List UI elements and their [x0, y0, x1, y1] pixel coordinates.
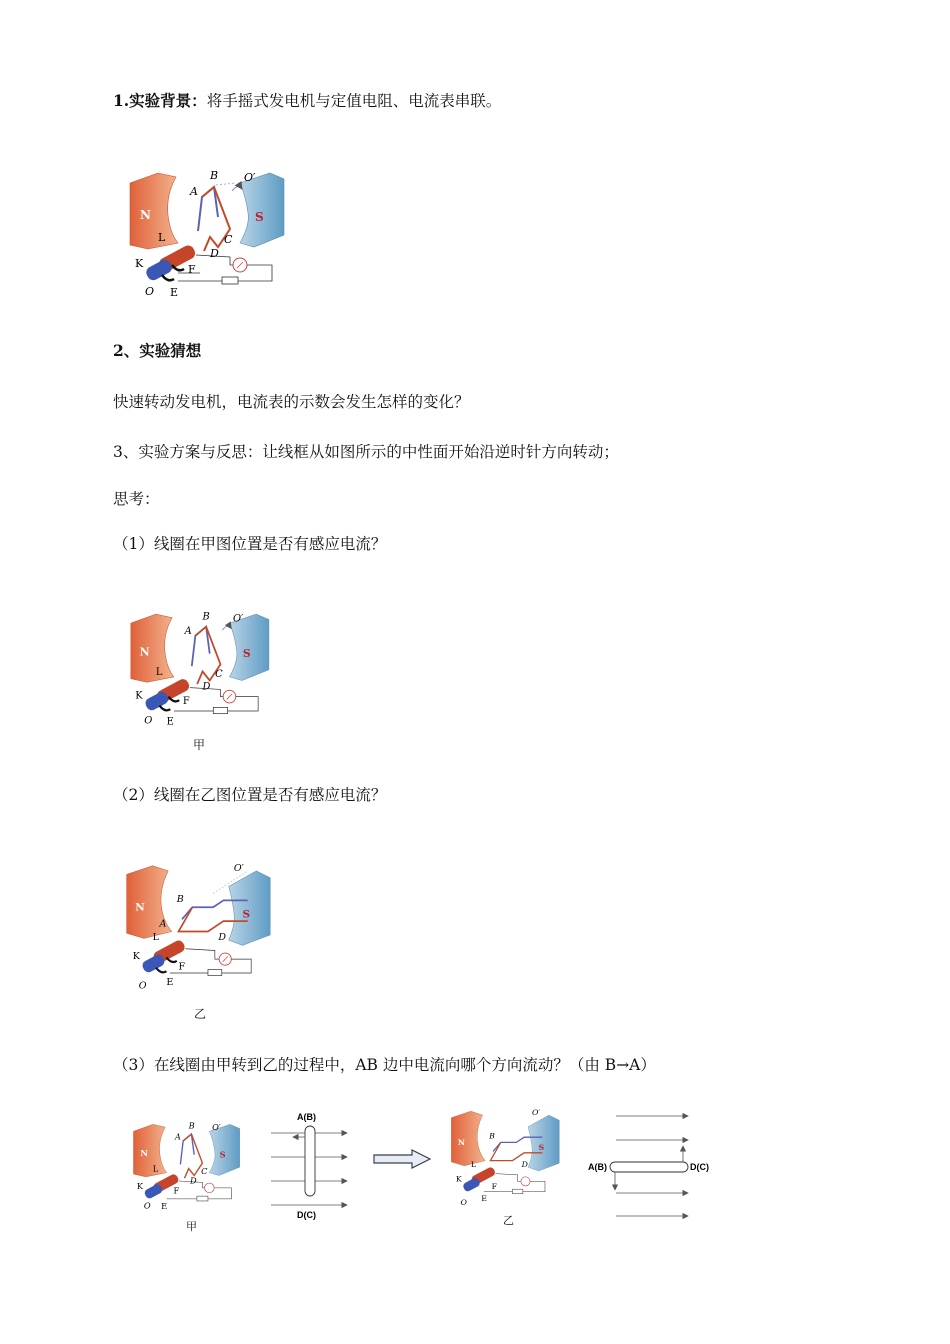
label-F: F [491, 1182, 498, 1192]
label-O2: O′ [244, 171, 256, 184]
label-F: F [178, 961, 186, 973]
label-B: B [176, 894, 184, 906]
label-K: K [455, 1174, 462, 1184]
label-N: N [457, 1138, 466, 1147]
question-3: （3）在线圈由甲转到乙的过程中，AB 边中电流向哪个方向流动？（由 B→A） [113, 1056, 656, 1074]
question-text: 快速转动发电机，电流表的示数会发生怎样的变化？ [113, 393, 470, 411]
caption-yi: 乙 [194, 1007, 207, 1021]
side-view-jia [267, 1108, 355, 1224]
label-N: N [139, 645, 150, 659]
label-D: D [218, 932, 226, 944]
transition-arrow [372, 1148, 434, 1170]
label-L: L [470, 1160, 477, 1170]
question-2: （2）线圈在乙图位置是否有感应电流？ [113, 786, 387, 804]
label-D: D [521, 1160, 528, 1170]
label-O: O [460, 1197, 467, 1207]
think-label: 思考： [113, 490, 160, 508]
label-O2: O′ [212, 1121, 221, 1132]
label-S: S [242, 647, 251, 661]
label-O2: O′ [531, 1108, 541, 1118]
label-O2: O′ [233, 613, 244, 625]
label-C: C [201, 1166, 208, 1177]
label-S: S [255, 210, 264, 224]
label-F: F [173, 1185, 180, 1196]
side-label-right: D(C) [690, 1162, 709, 1172]
label-B: B [210, 169, 219, 182]
generator-figure-yi-small [440, 1106, 570, 1210]
label-E: E [166, 716, 174, 728]
label-O: O [138, 980, 147, 992]
section1-line [113, 91, 501, 111]
side-view-yi [588, 1106, 718, 1226]
generator-figure-yi [118, 858, 278, 998]
label-O: O [145, 285, 155, 298]
section3-text: 3、实验方案与反思：让线框从如图所示的中性面开始沿逆时针方向转动； [113, 443, 619, 461]
label-C: C [215, 668, 223, 680]
label-S: S [242, 908, 251, 921]
label-B: B [489, 1131, 495, 1141]
label-A: A [159, 918, 167, 930]
label-E: E [161, 1201, 168, 1212]
label-L: L [155, 667, 163, 679]
label-S: S [538, 1143, 545, 1153]
label-D: D [202, 681, 211, 693]
label-E: E [481, 1193, 487, 1203]
label-K: K [135, 690, 143, 702]
side-label-left: A(B) [588, 1162, 607, 1172]
label-L: L [152, 1163, 159, 1174]
label-A: A [174, 1131, 181, 1142]
label-A: A [184, 625, 192, 637]
label-K: K [135, 257, 144, 270]
label-L: L [152, 932, 159, 944]
label-B: B [188, 1120, 195, 1131]
label-B: B [202, 611, 210, 623]
label-K: K [132, 951, 140, 963]
section1-heading: 1.实验背景： [113, 91, 207, 110]
generator-figure-jia [118, 598, 288, 728]
caption-jia: 甲 [193, 738, 206, 752]
label-S: S [219, 1149, 226, 1160]
label-C: C [224, 233, 233, 246]
side-label-bottom: D(C) [297, 1210, 316, 1220]
section1-text: 将手摇式发电机与定值电阻、电流表串联。 [206, 92, 502, 110]
generator-figure-jia-small [125, 1112, 253, 1212]
label-O: O [144, 715, 153, 727]
section2-heading: 2、实验猜想 [113, 341, 202, 360]
label-N: N [140, 1148, 148, 1159]
label-N: N [135, 901, 145, 914]
label-L: L [158, 231, 166, 244]
label-K: K [136, 1181, 144, 1192]
label-F: F [188, 263, 196, 276]
side-label-top: A(B) [297, 1112, 316, 1122]
question-1: （1）线圈在甲图位置是否有感应电流？ [113, 535, 387, 553]
label-E: E [170, 286, 179, 299]
label-D: D [210, 247, 219, 260]
label-O: O [143, 1200, 151, 1211]
label-O2: O′ [233, 862, 244, 874]
generator-figure-1 [118, 155, 303, 300]
label-E: E [166, 977, 174, 989]
label-F: F [182, 695, 190, 707]
label-D: D [190, 1175, 197, 1186]
label-N: N [140, 208, 151, 222]
caption-yi-small: 乙 [503, 1214, 514, 1227]
label-A: A [190, 185, 198, 198]
caption-jia-small: 甲 [186, 1220, 197, 1233]
